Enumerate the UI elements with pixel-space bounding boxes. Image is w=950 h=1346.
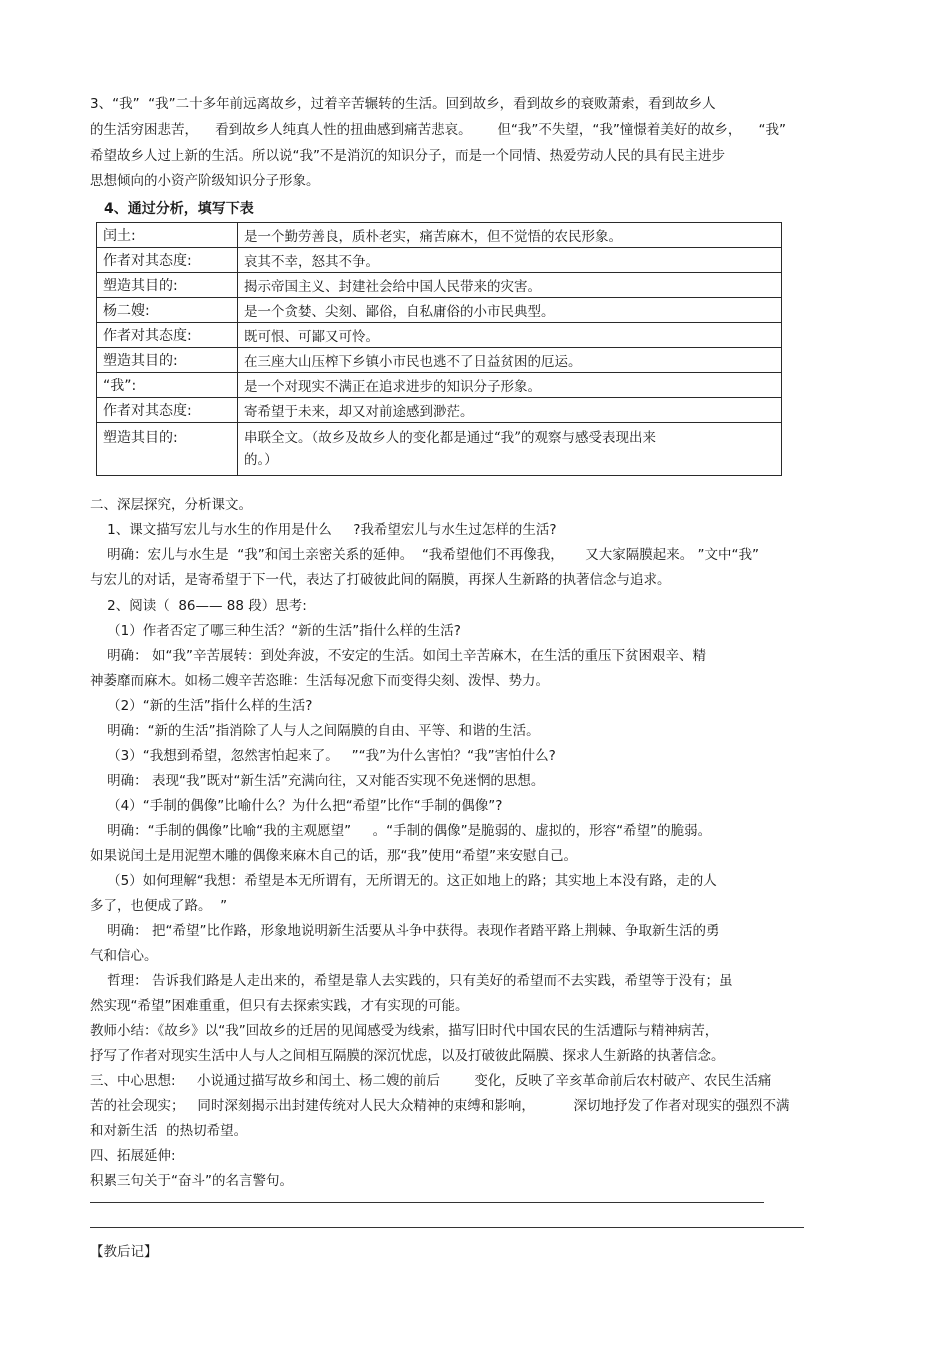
row-value: 揭示帝国主义、封建社会给中国人民带来的灾害。 bbox=[238, 273, 782, 298]
para3-line2: 的生活穷困悲苦， 看到故乡人纯真人性的扭曲感到痛苦悲哀。 但“我”不失望，“我”憧憬着美好的故乡， “我” bbox=[90, 122, 787, 138]
table-row bbox=[97, 223, 782, 248]
table-row bbox=[97, 248, 782, 273]
sub-question-3: （3）“我想到希望，忽然害怕起来了。 ”“我”为什么害怕？“我”害怕什么? bbox=[90, 748, 556, 764]
question-1: 1、课文描写宏儿与水生的作用是什么 ?我希望宏儿与水生过怎样的生活? bbox=[90, 522, 557, 538]
row-value bbox=[238, 423, 782, 476]
question-2: 2、阅读（ 86—— 88 段）思考: bbox=[90, 598, 307, 614]
table-row bbox=[97, 398, 782, 423]
row-key: 塑造其目的: bbox=[97, 273, 238, 298]
sub-answer-1-line1: 明确： 如“我”辛苦展转：到处奔波，不安定的生活。如闰土辛苦麻木，在生活的重压下贫困艰辛、精 bbox=[90, 648, 706, 664]
analysis-table bbox=[96, 222, 782, 476]
sub-answer-3: 明确： 表现“我”既对“新生活”充满向往，又对能否实现不免迷惘的思想。 bbox=[90, 773, 545, 789]
row-key: 作者对其态度: bbox=[97, 398, 238, 423]
answer-line-2[interactable] bbox=[90, 1227, 804, 1228]
row-value: 既可恨、可鄙又可怜。 bbox=[238, 323, 782, 348]
sub-question-2: （2）“新的生活”指什么样的生活? bbox=[90, 698, 313, 714]
row-value-line1: 串联全文。（故乡及故乡人的变化都是通过“我”的观察与感受表现出来 bbox=[244, 430, 657, 446]
row-key: 作者对其态度: bbox=[97, 248, 238, 273]
answer-1-line2: 与宏儿的对话，是寄希望于下一代，表达了打破彼此间的隔膜，再探人生新路的执著信念与追求。 bbox=[90, 572, 671, 588]
row-key: 塑造其目的: bbox=[97, 348, 238, 373]
table-row bbox=[97, 373, 782, 398]
table-title: 4、通过分析，填写下表 bbox=[104, 201, 254, 217]
sub-answer-4-line1: 明确：“手制的偶像”比喻“我的主观愿望” 。“手制的偶像”是脆弱的、虚拟的，形容“希望”的脆弱。 bbox=[90, 823, 712, 839]
row-value: 是一个勤劳善良，质朴老实，痛苦麻木，但不觉悟的农民形象。 bbox=[238, 223, 782, 248]
summary-line2: 抒写了作者对现实生活中人与人之间相互隔膜的深沉忧虑，以及打破彼此隔膜、探求人生新路的执著信念。 bbox=[90, 1048, 725, 1064]
sub-question-5-line1: （5）如何理解“我想：希望是本无所谓有，无所谓无的。这正如地上的路；其实地上本没有路，走的人 bbox=[90, 873, 717, 889]
section-heading-2: 二、深层探究，分析课文。 bbox=[90, 497, 252, 513]
answer-line-1[interactable] bbox=[90, 1202, 764, 1203]
summary-line1: 教师小结：《故乡》以“我”回故乡的迁居的见闻感受为线索，描写旧时代中国农民的生活遭际与精神病苦， bbox=[90, 1023, 719, 1039]
sub-answer-1-line2: 神萎靡而麻木。如杨二嫂辛苦恣睢：生活每况愈下而变得尖刻、泼悍、势力。 bbox=[90, 673, 549, 689]
extension-task: 积累三句关于“奋斗”的名言警句。 bbox=[90, 1173, 293, 1189]
section-heading-4: 四、拓展延伸: bbox=[90, 1148, 176, 1164]
table-row bbox=[97, 298, 782, 323]
row-value: 是一个贪婪、尖刻、鄙俗，自私庸俗的小市民典型。 bbox=[238, 298, 782, 323]
para3-line3: 希望故乡人过上新的生活。所以说“我”不是消沉的知识分子，而是一个同情、热爱劳动人民的具有民主进步 bbox=[90, 148, 725, 164]
row-value: 哀其不幸，怒其不争。 bbox=[238, 248, 782, 273]
sub-question-5-line2: 多了，也便成了路。 ” bbox=[90, 898, 228, 914]
postscript-heading: 【教后记】 bbox=[90, 1244, 158, 1260]
table-row bbox=[97, 348, 782, 373]
sub-answer-5-line2: 气和信心。 bbox=[90, 948, 158, 964]
row-value: 在三座大山压榨下乡镇小市民也逃不了日益贫困的厄运。 bbox=[238, 348, 782, 373]
table-row bbox=[97, 273, 782, 298]
row-value: 寄希望于未来，却又对前途感到渺茫。 bbox=[238, 398, 782, 423]
central-idea-line1: 三、中心思想: 小说通过描写故乡和闰土、杨二嫂的前后 变化，反映了辛亥革命前后农村破产、农民生活痛 bbox=[90, 1073, 772, 1089]
sub-question-4: （4）“手制的偶像”比喻什么？为什么把“希望”比作“手制的偶像”? bbox=[90, 798, 503, 814]
row-value-line2: 的。） bbox=[244, 452, 278, 468]
row-key: 塑造其目的: bbox=[97, 423, 238, 476]
table-row bbox=[97, 323, 782, 348]
sub-answer-5-line1: 明确： 把“希望”比作路，形象地说明新生活要从斗争中获得。表现作者踏平路上荆棘、争取新生活的勇 bbox=[90, 923, 720, 939]
row-key: 闰土: bbox=[97, 223, 238, 248]
row-key: 杨二嫂: bbox=[97, 298, 238, 323]
sub-answer-2: 明确：“新的生活”指消除了人与人之间隔膜的自由、平等、和谐的生活。 bbox=[90, 723, 540, 739]
central-idea-line3: 和对新生活 的热切希望。 bbox=[90, 1123, 248, 1139]
row-key: 作者对其态度: bbox=[97, 323, 238, 348]
table-row bbox=[97, 423, 782, 476]
para3-line4: 思想倾向的小资产阶级知识分子形象。 bbox=[90, 173, 320, 189]
answer-1-line1: 明确：宏儿与水生是 “我”和闰土亲密关系的延伸。 “我希望他们不再像我， 又大家隔膜起来。 ”文中“我” bbox=[90, 547, 760, 563]
philosophy-line2: 然实现“希望”困难重重，但只有去探索实践，才有实现的可能。 bbox=[90, 998, 469, 1014]
row-value: 是一个对现实不满正在追求进步的知识分子形象。 bbox=[238, 373, 782, 398]
sub-question-1: （1）作者否定了哪三种生活？“新的生活”指什么样的生活? bbox=[90, 623, 461, 639]
philosophy-line1: 哲理： 告诉我们路是人走出来的，希望是靠人去实践的，只有美好的希望而不去实践，希望等于没有；虽 bbox=[90, 973, 733, 989]
sub-answer-4-line2: 如果说闰土是用泥塑木雕的偶像来麻木自己的话，那“我”使用“希望”来安慰自己。 bbox=[90, 848, 577, 864]
para3-line1: 3、“我” “我”二十多年前远离故乡，过着辛苦辗转的生活。回到故乡，看到故乡的衰败萧索，看到故乡人 bbox=[90, 96, 716, 112]
central-idea-line2: 苦的社会现实； 同时深刻揭示出封建传统对人民大众精神的束缚和影响， 深切地抒发了作者对现实的强烈不满 bbox=[90, 1098, 790, 1114]
row-key: “我”: bbox=[97, 373, 238, 398]
